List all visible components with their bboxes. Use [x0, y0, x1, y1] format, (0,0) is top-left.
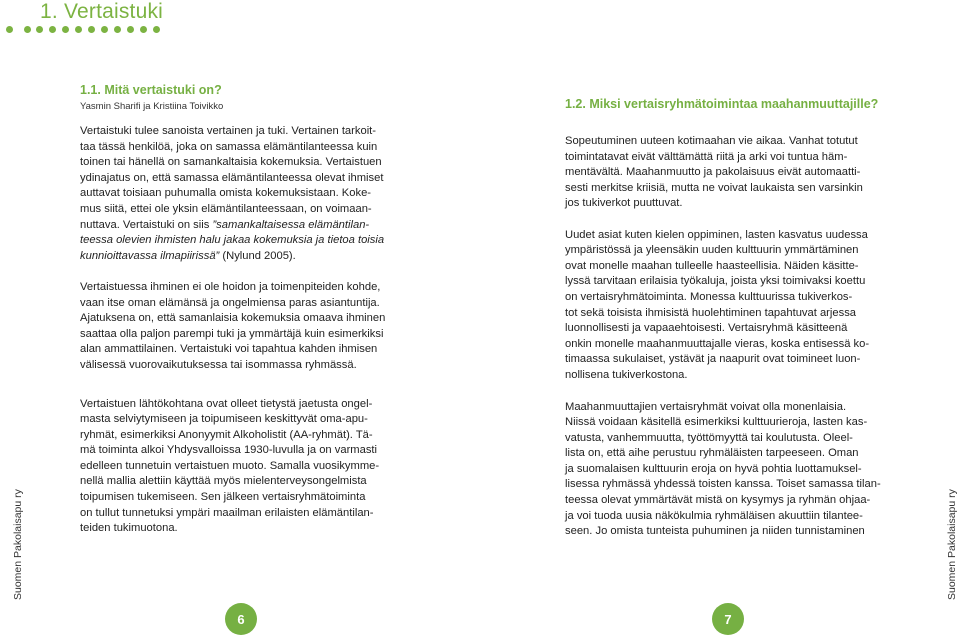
decorative-dot [114, 26, 121, 33]
paragraph-lines: Vertaistuki tulee sanoista vertainen ja tuki. Vertainen tarkoit- taa tässä henkilöä, joka on samassa elämäntilanteessa kuin toinen tai hänellä on samankaltaisia kokemuksia. Vertaistuen ydinajatus on, että samassa elämäntilanteessa olevat ihmiset auttavat toisiaan puhumalla omista kokemuksistaan. Koke- mus siitä, ettei ole yksin elämäntilanteessaan, on voimaan- [80, 125, 384, 215]
page-number-right: 7 [712, 603, 744, 635]
decorative-dot [6, 26, 13, 33]
definition-quote: ”samankaltaisessa elämäntilan- teessa olevien ihmisten halu jakaa kokemuksia ja tietoa toisia kunnioittavassa ilmapiirissä” [80, 218, 385, 262]
decorative-dot [49, 26, 56, 33]
decorative-dot [127, 26, 134, 33]
decorative-dot [140, 26, 147, 33]
side-text-left: Suomen Pakolaisapu ry [12, 489, 24, 600]
paragraph-expertise: Vertaistuessa ihminen ei ole hoidon ja toimenpiteiden kohde, vaan itse oman elämänsä ja ongelmiensa paras asiantuntija. Ajatuksena on, että samanlaisia kokemuksia omaava ihminen saattaa olla paljon parempi tuki ja ymmärtäjä kuin esimerkiksi alan ammattilainen. Vertaistuki voi tapahtua kahden ihmisen välisessä vuorovaikutuksessa tai isommassa ryhmässä. [80, 280, 386, 371]
section-title-1-2: 1.2. Miksi vertaisryhmätoimintaa maahanmuuttajille? [565, 97, 879, 111]
page-number-left: 6 [225, 603, 257, 635]
citation: (Nylund 2005). [219, 249, 296, 262]
paragraph-adaptation: Sopeutuminen uuteen kotimaahan vie aikaa. Vanhat totutut toimintatavat eivät välttämättä riitä ja arki voi tuntua häm- mentävältä. Maahanmuutto ja pakolaisuus eivät automaatti- sesti merkitse kriisiä, mutta ne voivat laukaista sen varsinkin jos tukiverkot puuttuvat. [565, 135, 863, 210]
paragraph-intro [80, 124, 404, 264]
decorative-dot [88, 26, 95, 33]
section-title-1-1: 1.1. Mitä vertaistuki on? [80, 83, 222, 97]
decorative-dot [36, 26, 43, 33]
authors: Yasmin Sharifi ja Kristiina Toivikko [80, 101, 224, 112]
paragraph-challenges: Uudet asiat kuten kielen oppiminen, lasten kasvatus uudessa ympäristössä ja yleensäkin uuden kulttuurin ymmärtäminen ovat monelle maahan tulleelle haasteellisia. Näiden käsitte- lyssä tarvitaan erilaisia työkaluja, joista yksi toimivaksi koettu on vertaisryhmätoiminta. Monessa kulttuurissa tukiverkos- tot sekä toisista ihmisistä huolehtiminen tapahtuvat arjessa luonnollisesti ja vapaaehtoisesti. Vertaisryhmä käsitteenä onkin monelle maahanmuuttajalle vieras, koska entisessä ko- timaassa sukulaiset, ystävät ja naapurit ovat toimineet luon- nollisena tukiverkostona. [565, 228, 870, 381]
intro-tail-text: nuttava. Vertaistuki on siis [80, 218, 213, 231]
chapter-title: 1. Vertaistuki [40, 0, 164, 23]
paragraph-history: Vertaistuen lähtökohtana ovat olleet tietystä jaetusta ongel- masta selviytymiseen ja toipumiseen keskittyvät oma-apu- ryhmät, esimerkiksi Anonyymit Alkoholistit (AA-ryhmät). Tä- mä toiminta alkoi Yhdysvalloissa 1930-luvulla ja on varmasti edelleen tunnetuin vertaistuen muoto. Samalla vuosikymme- nellä mallia alettiin käyttää myös mielenterveysongelmista toipumisen tukemiseen. Sen jälkeen vertaisryhmätoiminta on tullut tunnetuksi ympäri maailman erilaisten elämäntilan- teiden tukimuotona. [80, 397, 380, 535]
right-column [565, 134, 889, 540]
left-column [80, 124, 404, 537]
decorative-dot [75, 26, 82, 33]
decorative-dot [101, 26, 108, 33]
decorative-dot [62, 26, 69, 33]
decorative-dot [24, 26, 31, 33]
decorative-dot [153, 26, 160, 33]
paragraph-peer-groups: Maahanmuuttajien vertaisryhmät voivat olla monenlaisia. Niissä voidaan käsitellä esimerkiksi kulttuurieroja, lasten kas- vatusta, vanhemmuutta, työttömyyttä tai koulutusta. Oleel- lista on, että aihe perustuu ryhmäläisten tarpeeseen. Oman ja suomalaisen kulttuurin eroja on hyvä pohtia luottamuksel- lisessa ryhmässä yhdessä toisten kanssa. Toiset samassa tilan- teessa olevat ymmärtävät mistä on kysymys ja ryhmän ohjaa- ja voi tuoda uusia näkökulmia ryhmäläisen akuuttiin tilantee- seen. Jo omista tunteista puhuminen ja niiden tunnistaminen [565, 400, 881, 538]
side-text-right: Suomen Pakolaisapu ry [946, 489, 958, 600]
